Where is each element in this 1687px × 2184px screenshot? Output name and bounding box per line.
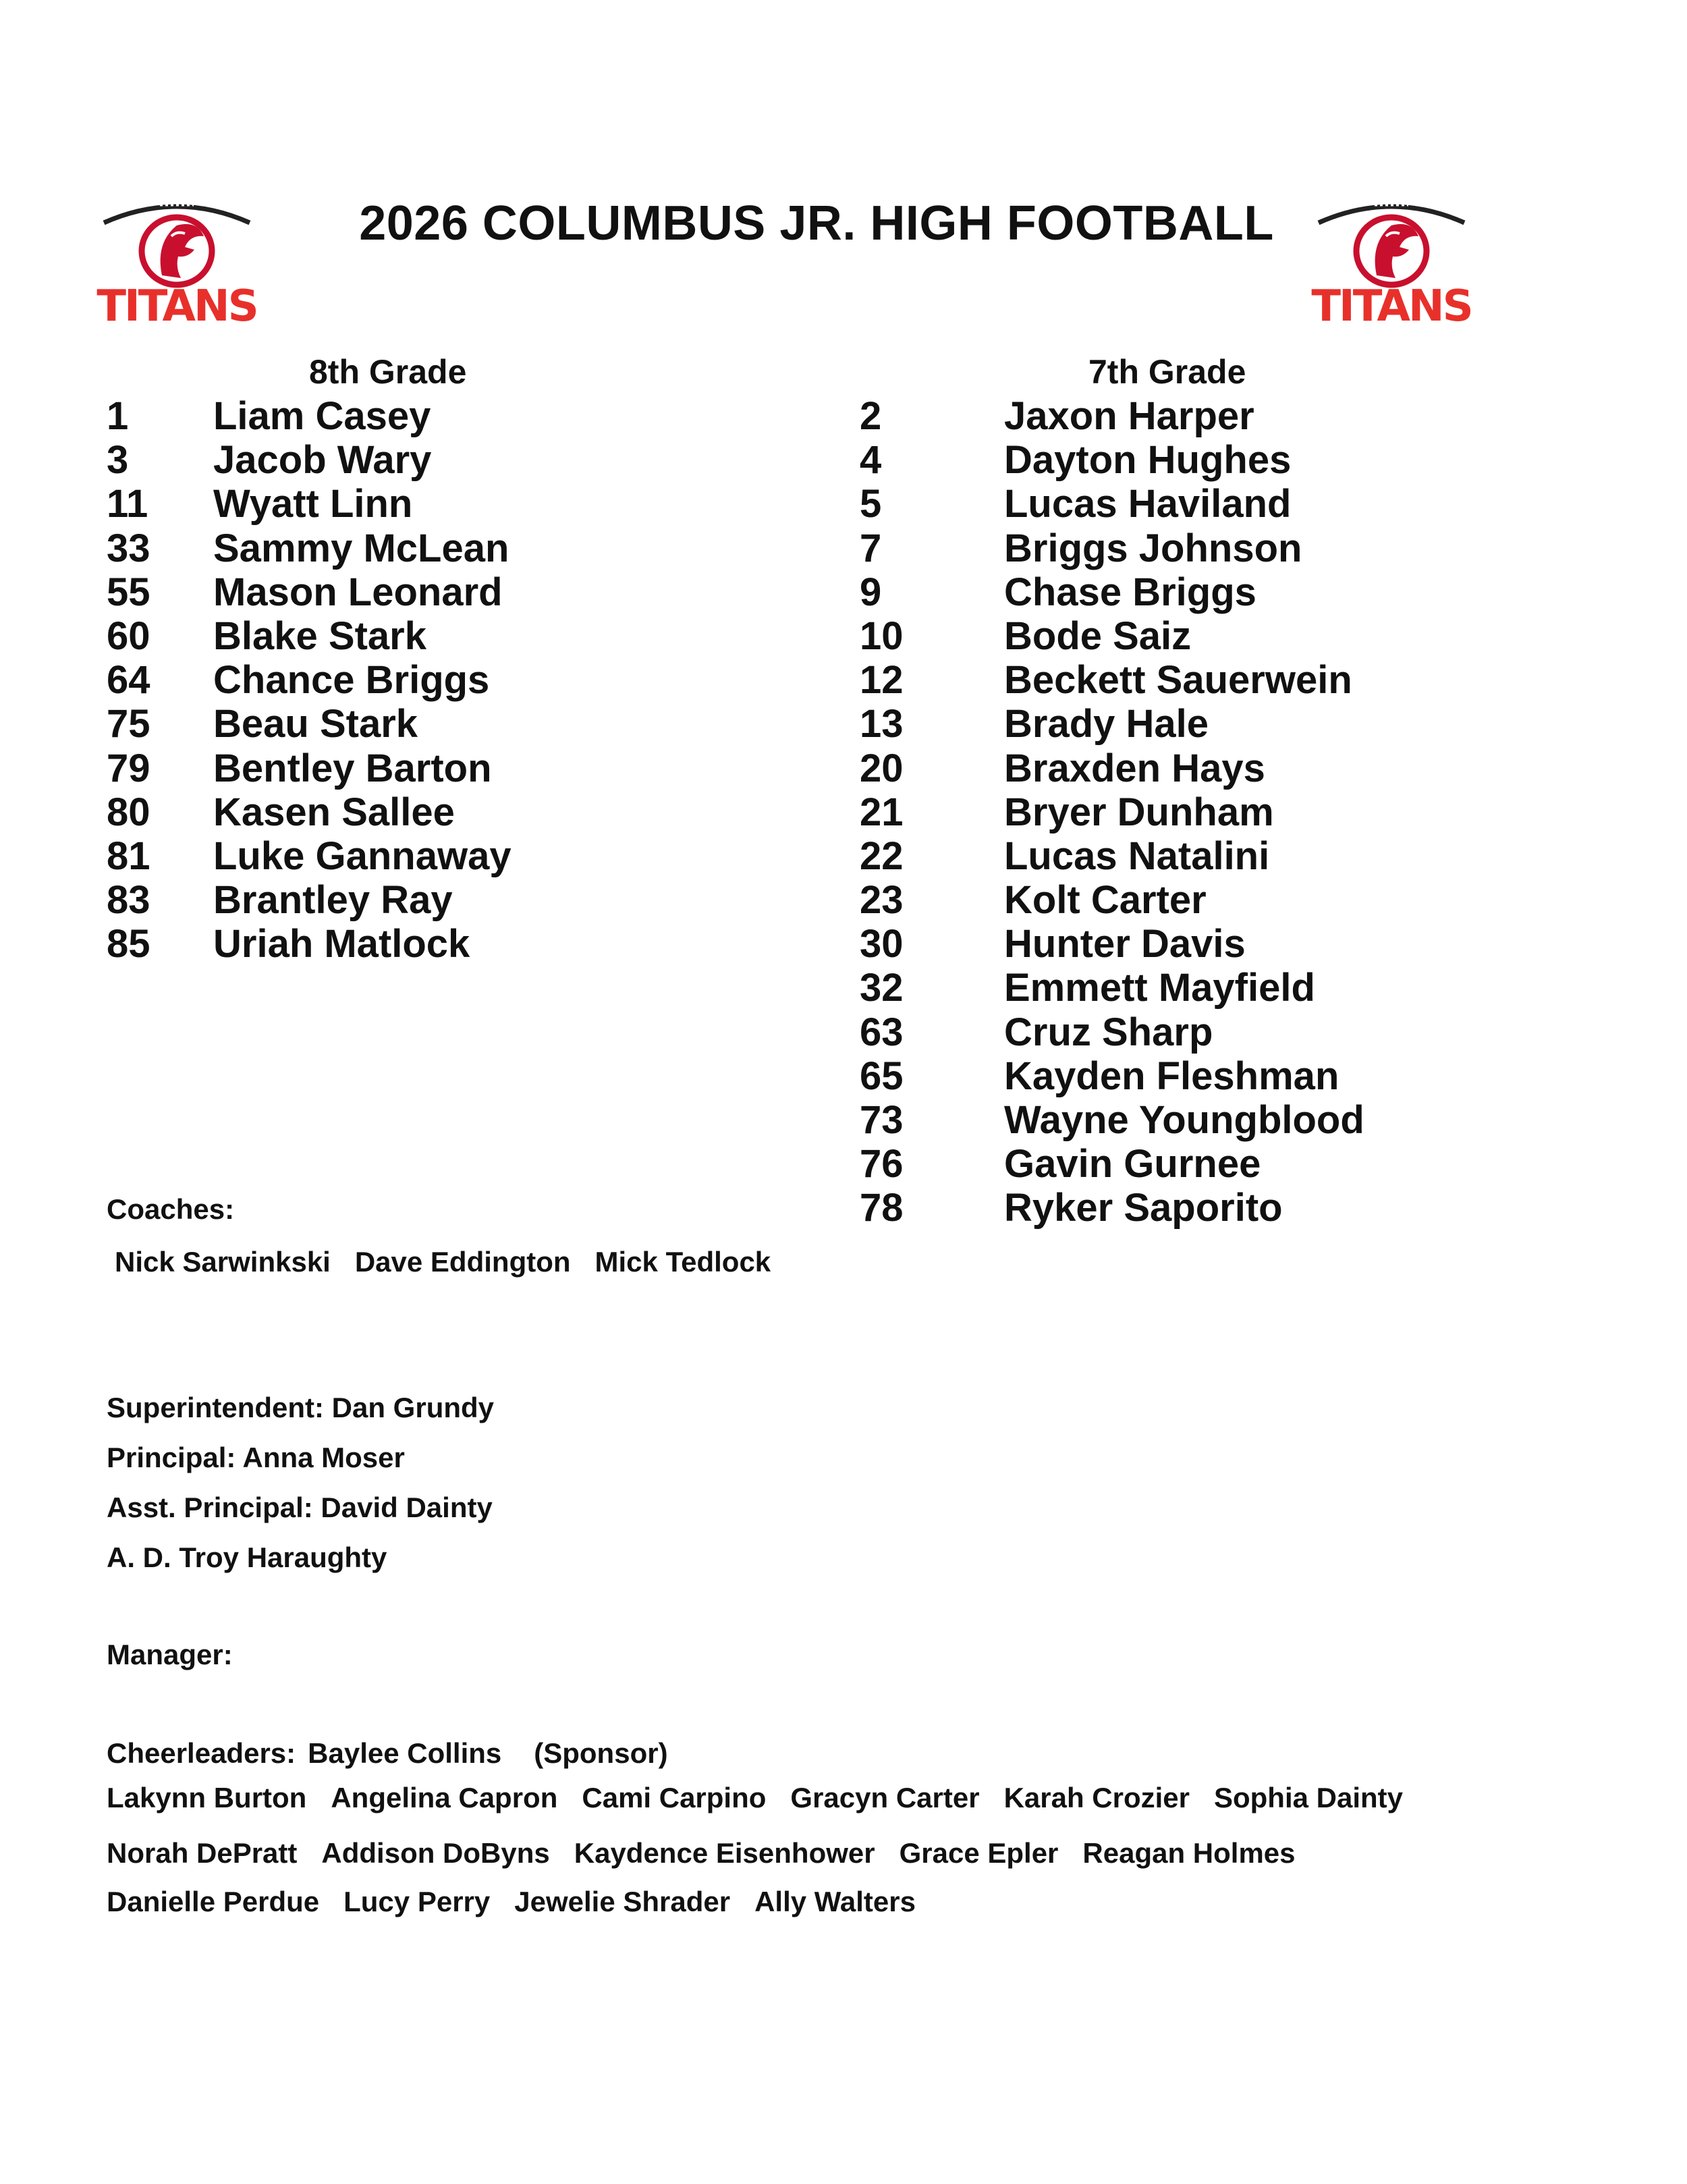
player-number: 60 <box>107 613 150 658</box>
player-name: Dayton Hughes <box>1004 438 1292 483</box>
player-name: Chance Briggs <box>213 658 490 703</box>
coach-name: Mick Tedlock <box>594 1246 771 1278</box>
player-name: Sammy McLean <box>213 526 509 570</box>
cheerleader-name: Kaydence Eisenhower <box>574 1837 875 1869</box>
player-name: Kasen Sallee <box>213 790 455 834</box>
player-name: Brantley Ray <box>213 878 453 923</box>
player-number: 3 <box>107 438 129 483</box>
player-number: 65 <box>860 1054 904 1098</box>
player-number: 9 <box>860 570 882 614</box>
athletic-director: A. D. Troy Haraughty <box>107 1541 387 1573</box>
principal: Principal: Anna Moser <box>107 1442 405 1473</box>
coaches-label: Coaches: <box>107 1193 235 1225</box>
player-name: Briggs Johnson <box>1004 526 1302 570</box>
player-number: 23 <box>860 878 904 923</box>
cheerleader-name: Karah Crozier <box>1003 1782 1190 1813</box>
player-name: Bryer Dunham <box>1004 790 1274 834</box>
player-number: 1 <box>107 394 129 438</box>
titans-logo-word: TITANS <box>96 281 257 331</box>
player-name: Chase Briggs <box>1004 570 1256 614</box>
player-name: Wyatt Linn <box>213 482 413 526</box>
player-name: Cruz Sharp <box>1004 1010 1213 1054</box>
player-name: Braxden Hays <box>1004 746 1265 790</box>
player-number: 76 <box>860 1142 904 1186</box>
player-number: 83 <box>107 878 150 923</box>
eighth-grade-heading: 8th Grade <box>309 353 467 391</box>
player-number: 32 <box>860 966 904 1010</box>
cheerleader-name: Gracyn Carter <box>790 1782 980 1813</box>
player-name: Ryker Saporito <box>1004 1186 1283 1230</box>
cheerleaders-line <box>107 1837 1320 1869</box>
player-name: Beau Stark <box>213 702 418 746</box>
coaches-list <box>115 1246 795 1278</box>
player-name: Bentley Barton <box>213 746 492 790</box>
cheerleader-name: Sophia Dainty <box>1213 1782 1404 1813</box>
player-number: 22 <box>860 834 904 878</box>
player-number: 30 <box>860 922 904 966</box>
cheerleader-name: Angelina Capron <box>331 1782 558 1813</box>
player-name: Luke Gannaway <box>213 834 511 878</box>
sponsor-name: Baylee Collins <box>308 1737 502 1769</box>
titans-logo-word: TITANS <box>1311 281 1472 331</box>
player-name: Liam Casey <box>213 394 431 438</box>
manager-label: Manager: <box>107 1639 233 1670</box>
player-number: 55 <box>107 570 150 614</box>
player-name: Beckett Sauerwein <box>1004 658 1352 703</box>
cheerleader-name: Cami Carpino <box>582 1782 767 1813</box>
player-number: 64 <box>107 658 150 703</box>
player-name: Kolt Carter <box>1004 878 1207 923</box>
superintendent: Superintendent: Dan Grundy <box>107 1392 495 1423</box>
player-number: 85 <box>107 922 150 966</box>
player-name: Uriah Matlock <box>213 922 470 966</box>
cheerleaders-label: Cheerleaders: <box>107 1737 296 1769</box>
cheerleaders-line <box>107 1886 940 1918</box>
titans-logo-right <box>1310 196 1472 337</box>
cheerleader-name: Danielle Perdue <box>107 1886 320 1917</box>
player-number: 78 <box>860 1186 904 1230</box>
player-name: Brady Hale <box>1004 702 1209 746</box>
player-number: 11 <box>107 482 148 526</box>
player-number: 13 <box>860 702 904 746</box>
player-name: Jacob Wary <box>213 438 432 483</box>
player-name: Wayne Youngblood <box>1004 1098 1364 1142</box>
cheerleader-name: Grace Epler <box>899 1837 1059 1869</box>
cheerleader-name: Ally Walters <box>754 1886 916 1917</box>
cheerleader-name: Lakynn Burton <box>107 1782 307 1813</box>
player-number: 7 <box>860 526 882 570</box>
cheerleader-name: Reagan Holmes <box>1082 1837 1296 1869</box>
player-name: Hunter Davis <box>1004 922 1246 966</box>
cheerleader-name: Addison DoByns <box>321 1837 550 1869</box>
player-name: Bode Saiz <box>1004 613 1192 658</box>
player-number: 81 <box>107 834 150 878</box>
player-name: Lucas Natalini <box>1004 834 1270 878</box>
player-number: 63 <box>860 1010 904 1054</box>
player-number: 73 <box>860 1098 904 1142</box>
cheerleader-name: Lucy Perry <box>343 1886 491 1917</box>
coach-name: Nick Sarwinkski <box>115 1246 331 1278</box>
player-number: 20 <box>860 746 904 790</box>
player-name: Lucas Haviland <box>1004 482 1292 526</box>
player-name: Jaxon Harper <box>1004 394 1254 438</box>
player-number: 33 <box>107 526 150 570</box>
page-title: 2026 COLUMBUS JR. HIGH FOOTBALL <box>359 196 1274 250</box>
seventh-grade-heading: 7th Grade <box>1088 353 1246 391</box>
player-name: Kayden Fleshman <box>1004 1054 1339 1098</box>
cheerleaders-line <box>107 1782 1427 1814</box>
coach-name: Dave Eddington <box>354 1246 571 1278</box>
player-name: Gavin Gurnee <box>1004 1142 1261 1186</box>
player-name: Emmett Mayfield <box>1004 966 1315 1010</box>
player-number: 2 <box>860 394 882 438</box>
sponsor-tag: (Sponsor) <box>534 1737 668 1769</box>
cheerleader-name: Jewelie Shrader <box>514 1886 731 1917</box>
player-number: 79 <box>107 746 150 790</box>
player-number: 12 <box>860 658 904 703</box>
player-number: 21 <box>860 790 904 834</box>
player-number: 5 <box>860 482 882 526</box>
cheerleader-name: Norah DePratt <box>107 1837 298 1869</box>
asst-principal: Asst. Principal: David Dainty <box>107 1492 493 1523</box>
player-number: 10 <box>860 613 904 658</box>
player-number: 80 <box>107 790 150 834</box>
cheerleaders-header <box>107 1737 668 1770</box>
player-name: Mason Leonard <box>213 570 503 614</box>
player-name: Blake Stark <box>213 613 426 658</box>
player-number: 4 <box>860 438 882 483</box>
player-number: 75 <box>107 702 150 746</box>
